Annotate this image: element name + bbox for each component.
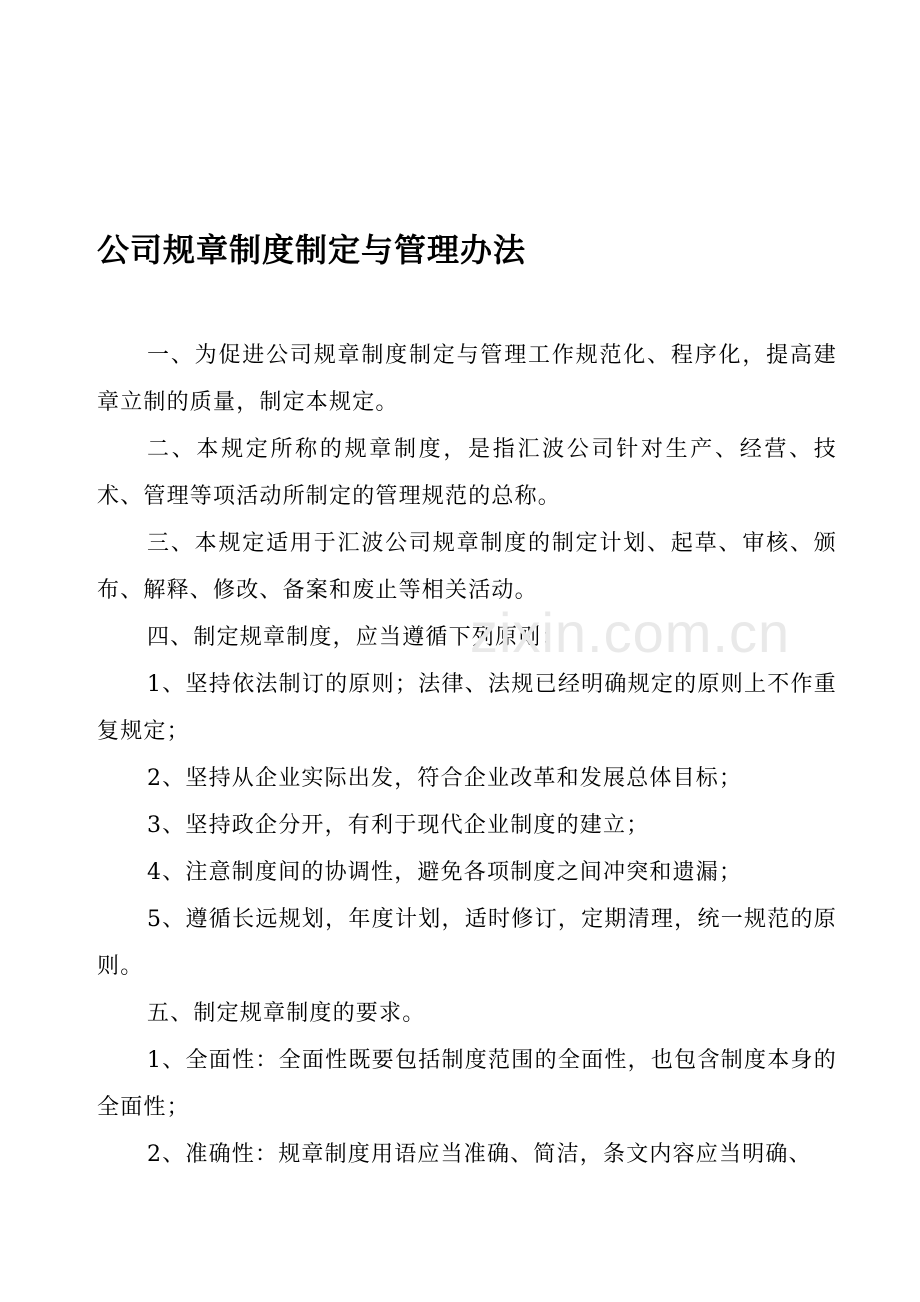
- paragraph-12: 2、准确性：规章制度用语应当准确、简洁，条文内容应当明确、: [147, 1142, 812, 1167]
- paragraph-6: 2、坚持从企业实际出发，符合企业改革和发展总体目标；: [147, 766, 743, 791]
- paragraph-5: 1、坚持依法制订的原则；法律、法规已经明确规定的原则上不作重复规定；: [97, 672, 837, 744]
- paragraph-2: 二、本规定所称的规章制度，是指汇波公司针对生产、经营、技术、管理等项活动所制定的管理规范的总称。: [97, 437, 837, 509]
- paragraph-1: 一、为促进公司规章制度制定与管理工作规范化、程序化，提高建章立制的质量，制定本规定。: [97, 343, 837, 415]
- site-watermark: zixin.com.cn: [470, 601, 791, 664]
- paragraph-3: 三、本规定适用于汇波公司规章制度的制定计划、起草、审核、颁布、解释、修改、备案和废止等相关活动。: [97, 531, 837, 603]
- paragraph-8: 4、注意制度间的协调性，避免各项制度之间冲突和遗漏；: [147, 860, 743, 885]
- paragraph-10: 五、制定规章制度的要求。: [147, 1001, 426, 1026]
- paragraph-9: 5、遵循长远规划，年度计划，适时修订，定期清理，统一规范的原则。: [97, 907, 837, 979]
- paragraph-7: 3、坚持政企分开，有利于现代企业制度的建立；: [147, 813, 650, 838]
- paragraph-4: 四、制定规章制度，应当遵循下列原则：: [147, 625, 565, 650]
- document-title: 公司规章制度制定与管理办法: [97, 231, 527, 269]
- paragraph-11: 1、全面性：全面性既要包括制度范围的全面性，也包含制度本身的全面性；: [97, 1048, 837, 1120]
- document-body: [97, 332, 837, 1178]
